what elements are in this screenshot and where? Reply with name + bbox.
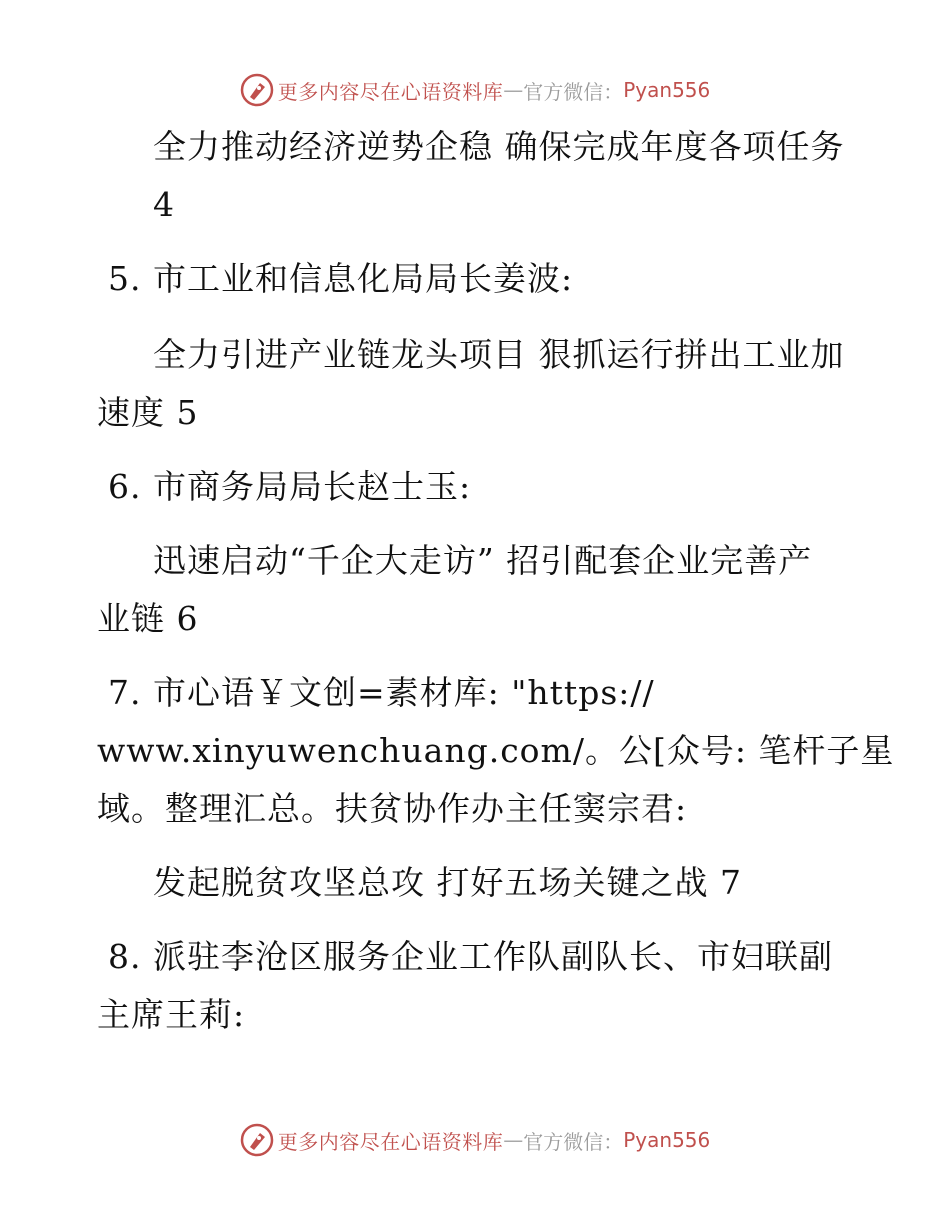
toc-section-heading: 6. 市商务局局长赵士玉: (108, 467, 472, 506)
watermark-wechat-id: Pyan556 (623, 1128, 711, 1152)
toc-entry-line: 速度 5 (97, 393, 199, 432)
toc-section-heading: www.xinyuwenchuang.com/。公[众号: 笔杆子星 (97, 731, 895, 770)
toc-entry-line: 业链 6 (97, 599, 199, 638)
watermark-promo-text: 更多内容尽在心语资料库 (277, 1129, 504, 1154)
watermark-wechat-id: Pyan556 (623, 78, 711, 102)
watermark-banner-bottom (0, 1120, 950, 1160)
pen-nib-logo-icon (240, 1123, 274, 1157)
toc-entry-line: 发起脱贫攻坚总攻 打好五场关键之战 7 (153, 863, 742, 902)
watermark-wechat-label: 官方微信： (523, 1129, 624, 1154)
toc-entry-line: 迅速启动“千企大走访” 招引配套企业完善产 (153, 541, 813, 580)
toc-section-heading: 5. 市工业和信息化局局长姜波: (108, 259, 574, 298)
watermark-separator: — (503, 1128, 524, 1152)
watermark-banner-top (0, 70, 950, 110)
watermark-promo-text: 更多内容尽在心语资料库 (277, 79, 504, 104)
toc-section-heading: 8. 派驻李沧区服务企业工作队副队长、市妇联副 (108, 937, 833, 976)
toc-section-heading: 主席王莉: (97, 995, 246, 1034)
toc-entry-line: 全力引进产业链龙头项目 狠抓运行拼出工业加 (153, 335, 845, 374)
watermark-wechat-label: 官方微信： (523, 79, 624, 104)
toc-section-heading: 域。整理汇总。扶贫协作办主任窦宗君: (97, 789, 688, 828)
watermark-separator: — (503, 78, 524, 102)
toc-entry-line: 全力推动经济逆势企稳 确保完成年度各项任务 (153, 127, 845, 166)
toc-section-heading: 7. 市心语￥文创=素材库: "https:// (108, 673, 655, 712)
toc-page-number: 4 (153, 185, 175, 224)
pen-nib-logo-icon (240, 73, 274, 107)
